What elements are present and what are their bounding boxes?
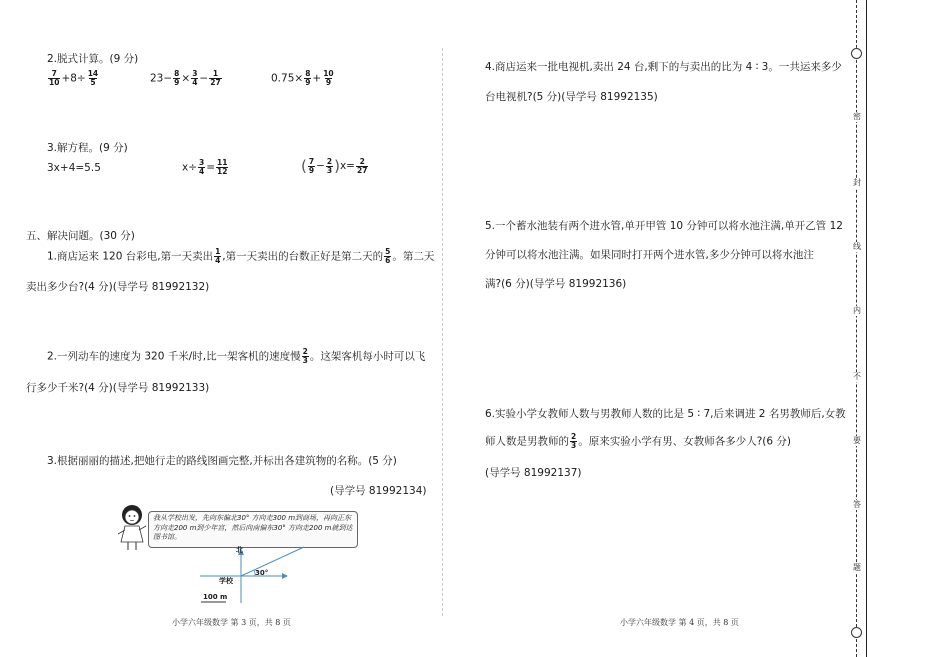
map-scale-label: 100 m <box>203 593 228 601</box>
seal-char: 线 <box>849 242 865 252</box>
binding-dashed-line <box>856 0 857 657</box>
fraction: $\frac{11}{12}$ <box>217 158 228 176</box>
question-4-line-2: 台电视机?(5 分)(导学号 81992135) <box>485 91 658 103</box>
fraction: $\frac{2}{27}$ <box>356 156 368 175</box>
speech-bubble: 我从学校出发，先向东偏北30° 方向走300 m到商场，再向正东方向走200 m到少年宫，然后向南偏东30° 方向走200 m就到达图书馆。 <box>148 511 358 548</box>
question-1-line-1: 1.商店运来 120 台彩电,第一天卖出 $\frac{1}{4}$ ,第一天卖出的台数正好是第二天的 $\frac{5}{6}$ 。第二天 <box>47 247 435 265</box>
fraction: $\frac{2}{3}$ <box>326 156 333 175</box>
question-2-line-1: 2.一列动车的速度为 320 千米/时,比一架客机的速度慢 $\frac{2}{3}$ 。这架客机每小时可以飞 <box>47 347 426 365</box>
seal-char: 密 <box>849 112 865 122</box>
question-2-line-2: 行多少千米?(4 分)(导学号 81992133) <box>26 382 210 394</box>
fraction: $\frac{10}{9}$ <box>323 69 334 87</box>
equation-2: x÷ $\frac{3}{4}$ = $\frac{11}{12}$ <box>182 158 228 176</box>
binding-hole-icon <box>851 48 862 59</box>
fraction: $\frac{8}{9}$ <box>305 69 311 87</box>
seal-char: 答 <box>849 500 865 510</box>
section-5-title: 五、解决问题。(30 分) <box>26 230 135 242</box>
question-5-line-2: 分钟可以将水池注满。如果同时打开两个进水管,多少分钟可以将水池注 <box>485 249 814 261</box>
fraction: $\frac{2}{3}$ <box>302 347 308 365</box>
fraction: $\frac{1}{4}$ <box>215 247 221 265</box>
page-footer-left: 小学六年级数学 第 3 页，共 8 页 <box>172 618 291 627</box>
seal-char: 内 <box>849 306 865 316</box>
fraction: $\frac{3}{4}$ <box>192 69 198 87</box>
fraction: $\frac{1}{27}$ <box>210 69 221 87</box>
seal-char: 不 <box>849 372 865 382</box>
binding-hole-icon <box>851 627 862 638</box>
fraction: $\frac{7}{9}$ <box>308 156 315 175</box>
fraction: $\frac{14}{5}$ <box>87 69 99 87</box>
girl-illustration <box>115 504 149 552</box>
fraction: $\frac{5}{6}$ <box>385 247 391 265</box>
calc-expression-2: 23− $\frac{8}{9}$ × $\frac{3}{4}$ − $\frac{1}{27}$ <box>150 69 221 87</box>
fraction: $\frac{3}{4}$ <box>199 158 205 176</box>
question-6-line-3: (导学号 81992137) <box>485 467 582 479</box>
section-3-title: 3.解方程。(9 分) <box>47 142 128 154</box>
equation-3: ( $\frac{7}{9}$ − $\frac{2}{3}$ )x= $\frac{2}{27}$ <box>301 156 368 175</box>
page-divider <box>442 48 443 616</box>
map-north-label: 北 <box>236 546 243 554</box>
question-4-line-1: 4.商店运来一批电视机,卖出 24 台,剩下的与卖出的比为 4 ∶ 3。一共运来多少 <box>485 61 842 73</box>
binding-strip <box>846 0 868 657</box>
fraction: $\frac{2}{3}$ <box>571 432 577 450</box>
question-3-line-1: 3.根据丽丽的描述,把她行走的路线图画完整,并标出各建筑物的名称。(5 分) <box>47 455 397 467</box>
question-6-line-1: 6.实验小学女教师人数与男教师人数的比是 5 ∶ 7,后来调进 2 名男教师后,女教 <box>485 408 846 420</box>
question-5-line-3: 满?(6 分)(导学号 81992136) <box>485 278 627 290</box>
calc-expression-1: $\frac{7}{10}$ +8÷ $\frac{14}{5}$ <box>49 69 99 87</box>
question-5-line-1: 5.一个蓄水池装有两个进水管,单开甲管 10 分钟可以将水池注满,单开乙管 12 <box>485 220 843 232</box>
calc-expression-3: 0.75× $\frac{8}{9}$ + $\frac{10}{9}$ <box>271 69 334 87</box>
binding-edge-rule <box>866 0 867 657</box>
equation-1: 3x+4=5.5 <box>47 162 101 174</box>
question-3-reference: (导学号 81992134) <box>330 485 427 497</box>
seal-char: 题 <box>849 563 865 573</box>
question-1-line-2: 卖出多少台?(4 分)(导学号 81992132) <box>26 281 210 293</box>
fraction: $\frac{8}{9}$ <box>174 69 180 87</box>
seal-char: 要 <box>849 436 865 446</box>
map-school-label: 学校 <box>219 577 233 585</box>
seal-char: 封 <box>849 178 865 188</box>
section-2-title: 2.脱式计算。(9 分) <box>47 53 139 65</box>
fraction: $\frac{7}{10}$ <box>49 69 60 87</box>
page-footer-right: 小学六年级数学 第 4 页，共 8 页 <box>620 618 739 627</box>
question-6-line-2: 师人数是男教师的 $\frac{2}{3}$ 。原来实验小学有男、女教师各多少人?(6 分) <box>485 432 792 450</box>
map-angle-label: 30° <box>255 569 269 577</box>
